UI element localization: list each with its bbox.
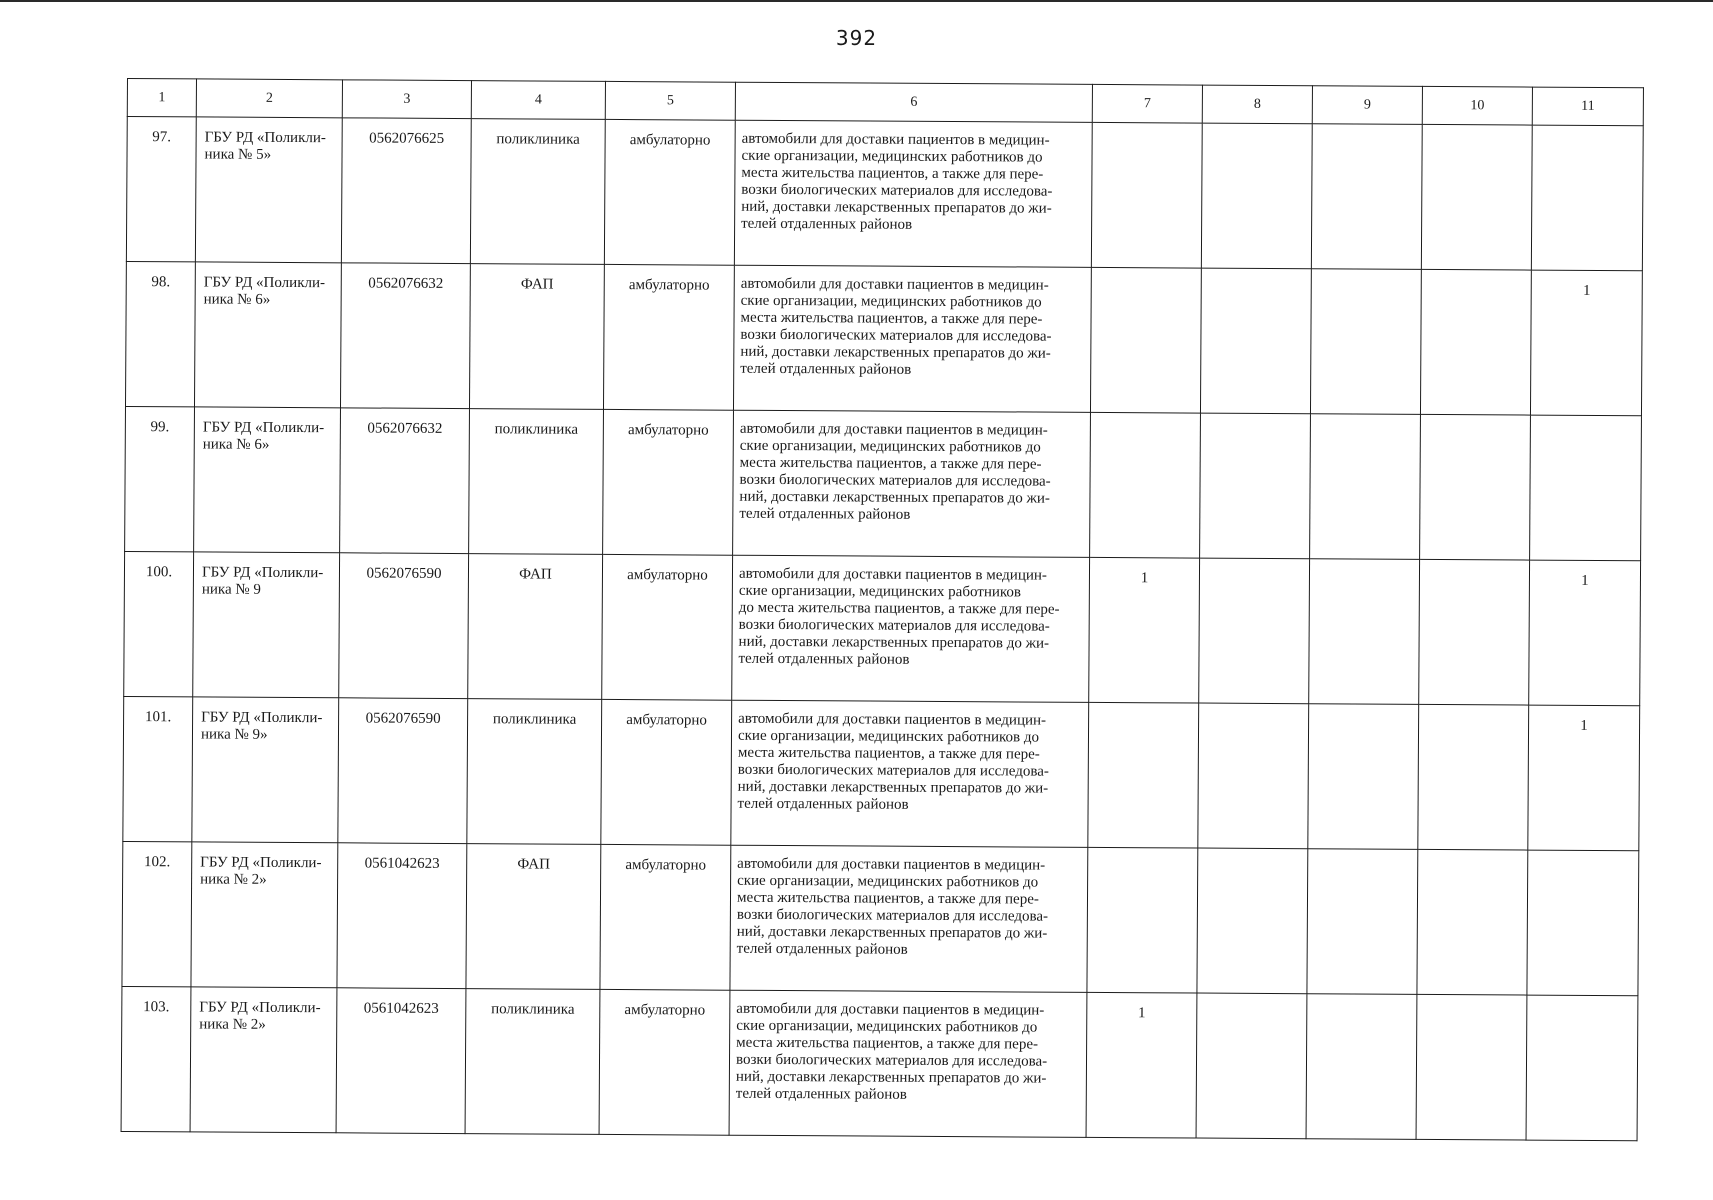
description-line: места жительства пациентов, а также для пере- <box>736 889 1039 908</box>
organization-name <box>192 697 339 843</box>
description-line: возки биологических материалов для исследова- <box>737 761 1049 780</box>
organization-name-line: ГБУ РД «Поликли- <box>203 274 326 292</box>
vehicle-purpose-description <box>733 265 1091 412</box>
description-line: возки биологических материалов для исследова- <box>736 906 1049 925</box>
count-column-7 <box>1090 412 1201 558</box>
registry-body <box>121 117 1643 1141</box>
count-column-11 <box>1526 995 1638 1141</box>
description-line: телей отдаленных районов <box>741 215 913 233</box>
count-column-7: 1 <box>1086 992 1197 1138</box>
count-column-9 <box>1307 849 1418 995</box>
count-column-8 <box>1196 993 1307 1139</box>
organization-name-line: ГБУ РД «Поликли- <box>201 564 324 582</box>
page-number: 392 <box>835 26 878 50</box>
inn-code: 0561042623 <box>337 843 467 989</box>
count-column-10 <box>1417 849 1528 995</box>
count-column-9 <box>1309 559 1420 705</box>
description-line: автомобили для доставки пациентов в медицин- <box>738 565 1047 584</box>
count-column-9 <box>1310 414 1421 560</box>
count-column-11: 1 <box>1530 270 1642 416</box>
description-line: места жительства пациентов, а также для пере- <box>736 1034 1039 1053</box>
description-line: автомобили для доставки пациентов в медицин- <box>738 710 1047 729</box>
description-line: телей отдаленных районов <box>737 795 909 813</box>
organization-name-line: ника № 9 <box>201 581 262 598</box>
description-line: места жительства пациентов, а также для пере- <box>740 309 1043 328</box>
count-column-8 <box>1199 558 1310 704</box>
row-number: 101. <box>123 696 193 841</box>
column-header-1: 1 <box>127 79 196 117</box>
column-header-7: 7 <box>1092 84 1202 123</box>
organization-name-line: ника № 5» <box>204 146 272 163</box>
care-condition: амбулаторно <box>601 699 732 845</box>
count-column-8 <box>1201 123 1312 269</box>
description-line: телей отдаленных районов <box>736 940 908 958</box>
organization-name-line: ГБУ РД «Поликли- <box>201 709 323 727</box>
description-line: автомобили для доставки пациентов в медицин- <box>736 1000 1045 1019</box>
description-line: ний, доставки лекарственных препаратов до жи- <box>740 343 1051 362</box>
count-column-8 <box>1200 268 1311 414</box>
count-column-8 <box>1200 413 1311 559</box>
row-number: 99. <box>125 406 195 551</box>
table-row <box>121 986 1638 1140</box>
count-column-11: 1 <box>1528 705 1640 851</box>
row-number: 97. <box>126 117 196 262</box>
description-line: телей отдаленных районов <box>735 1085 907 1103</box>
column-header-8: 8 <box>1202 85 1312 124</box>
facility-type: ФАП <box>468 554 603 700</box>
page-top-edge <box>0 0 1713 2</box>
description-line: автомобили для доставки пациентов в медицин- <box>741 130 1050 149</box>
description-line: телей отдаленных районов <box>738 650 910 668</box>
count-column-11 <box>1527 850 1639 996</box>
description-line: возки биологических материалов для исследова- <box>739 471 1051 490</box>
description-line: ские организации, медицинских работников до <box>736 1017 1038 1036</box>
table-row <box>124 551 1641 705</box>
organization-name-line: ГБУ РД «Поликли- <box>202 419 325 437</box>
inn-code: 0562076632 <box>340 263 470 409</box>
inn-code: 0562076590 <box>339 553 469 699</box>
inn-code: 0562076625 <box>341 118 471 264</box>
count-column-11 <box>1531 125 1643 271</box>
count-column-8 <box>1198 703 1309 849</box>
description-line: ний, доставки лекарственных препаратов до жи- <box>735 1068 1047 1087</box>
organization-name-line: ника № 2» <box>199 1016 266 1033</box>
description-line: телей отдаленных районов <box>739 505 911 523</box>
count-column-9 <box>1311 124 1422 270</box>
organization-name <box>193 552 340 698</box>
vehicle-purpose-description <box>732 555 1090 702</box>
description-line: до места жительства пациентов, а также для пере- <box>738 599 1060 618</box>
inn-code: 0562076590 <box>338 698 468 844</box>
column-header-9: 9 <box>1312 86 1422 125</box>
vehicle-purpose-description <box>730 845 1088 992</box>
row-number: 100. <box>124 551 194 696</box>
count-column-11: 1 <box>1529 560 1641 706</box>
description-line: ний, доставки лекарственных препаратов до жи- <box>736 923 1048 942</box>
count-column-7 <box>1091 122 1202 268</box>
vehicle-purpose-description <box>731 700 1089 847</box>
organization-name <box>194 407 341 553</box>
row-number: 102. <box>122 841 192 986</box>
description-line: автомобили для доставки пациентов в медицин- <box>737 855 1046 874</box>
organization-name-line: ГБУ РД «Поликли- <box>199 999 321 1017</box>
description-line: возки биологических материалов для исследова- <box>740 326 1052 345</box>
description-line: возки биологических материалов для исследова- <box>741 181 1053 200</box>
description-line: ний, доставки лекарственных препаратов до жи- <box>737 778 1049 797</box>
count-column-10 <box>1418 704 1529 850</box>
count-column-11 <box>1530 415 1642 561</box>
facility-type: ФАП <box>469 264 604 410</box>
count-column-7: 1 <box>1089 557 1200 703</box>
organization-name-line: ника № 6» <box>202 436 270 453</box>
count-column-9 <box>1306 994 1417 1140</box>
count-column-9 <box>1308 704 1419 850</box>
row-number: 98. <box>125 261 195 406</box>
column-header-5: 5 <box>605 81 735 120</box>
care-condition: амбулаторно <box>603 264 734 410</box>
description-line: ские организации, медицинских работников до <box>740 292 1042 311</box>
column-header-3: 3 <box>342 80 471 119</box>
description-line: ний, доставки лекарственных препаратов до жи- <box>738 633 1050 652</box>
column-header-10: 10 <box>1422 86 1532 125</box>
care-condition: амбулаторно <box>603 409 734 555</box>
facility-type: ФАП <box>466 844 601 990</box>
organization-name-line: ГБУ РД «Поликли- <box>204 129 326 147</box>
description-line: возки биологических материалов для исследова- <box>738 616 1050 635</box>
count-column-9 <box>1310 269 1421 415</box>
count-column-10 <box>1416 994 1527 1140</box>
count-column-10 <box>1420 414 1531 560</box>
care-condition: амбулаторно <box>604 119 735 265</box>
description-line: ний, доставки лекарственных препаратов до жи- <box>739 488 1050 507</box>
table-row <box>125 261 1642 415</box>
facility-type: поликлиника <box>469 409 604 555</box>
column-header-11: 11 <box>1532 87 1643 126</box>
facility-type: поликлиника <box>467 699 602 845</box>
column-header-6: 6 <box>735 82 1092 122</box>
organization-name-line: ника № 6» <box>203 291 271 308</box>
description-line: места жительства пациентов, а также для пере- <box>739 454 1042 473</box>
inn-code: 0561042623 <box>336 988 466 1134</box>
description-line: ские организации, медицинских работников до <box>741 147 1043 166</box>
care-condition: амбулаторно <box>602 554 733 700</box>
organization-name <box>190 987 337 1133</box>
description-line: телей отдаленных районов <box>740 360 912 378</box>
organization-name <box>191 842 338 988</box>
facility-type: поликлиника <box>470 119 605 265</box>
inn-code: 0562076632 <box>340 408 470 554</box>
facility-type: поликлиника <box>465 989 600 1135</box>
count-column-10 <box>1421 124 1532 270</box>
description-line: места жительства пациентов, а также для пере- <box>741 164 1044 183</box>
document-sheet <box>121 78 1644 1141</box>
count-column-10 <box>1420 269 1531 415</box>
description-line: возки биологических материалов для исследова- <box>735 1051 1048 1070</box>
vehicle-registry-table <box>121 78 1644 1141</box>
organization-name-line: ника № 9» <box>200 726 268 743</box>
organization-name-line: ника № 2» <box>200 871 267 888</box>
count-column-7 <box>1088 702 1199 848</box>
count-column-10 <box>1419 559 1530 705</box>
description-line: ские организации, медицинских работников до <box>737 727 1040 746</box>
table-row <box>123 696 1640 850</box>
description-line: автомобили для доставки пациентов в медицин- <box>740 275 1049 294</box>
table-row <box>126 117 1643 271</box>
organization-name <box>195 117 342 263</box>
description-line: места жительства пациентов, а также для пере- <box>737 744 1040 763</box>
row-number: 103. <box>121 986 191 1131</box>
description-line: ний, доставки лекарственных препаратов до жи- <box>741 198 1052 217</box>
organization-name-line: ГБУ РД «Поликли- <box>200 854 322 872</box>
table-row <box>122 841 1639 995</box>
vehicle-purpose-description <box>729 990 1087 1137</box>
count-column-7 <box>1090 267 1201 413</box>
care-condition: амбулаторно <box>599 989 730 1135</box>
column-header-2: 2 <box>196 79 342 118</box>
column-header-4: 4 <box>471 81 605 120</box>
table-row <box>125 406 1642 560</box>
vehicle-purpose-description <box>734 120 1092 267</box>
description-line: ские организации, медицинских работников <box>738 582 1022 601</box>
count-column-7 <box>1087 847 1198 993</box>
count-column-8 <box>1197 848 1308 994</box>
description-line: ские организации, медицинских работников до <box>737 872 1039 891</box>
organization-name <box>194 262 341 408</box>
vehicle-purpose-description <box>733 410 1091 557</box>
description-line: автомобили для доставки пациентов в медицин- <box>739 420 1048 439</box>
description-line: ские организации, медицинских работников до <box>739 437 1041 456</box>
care-condition: амбулаторно <box>600 844 731 990</box>
